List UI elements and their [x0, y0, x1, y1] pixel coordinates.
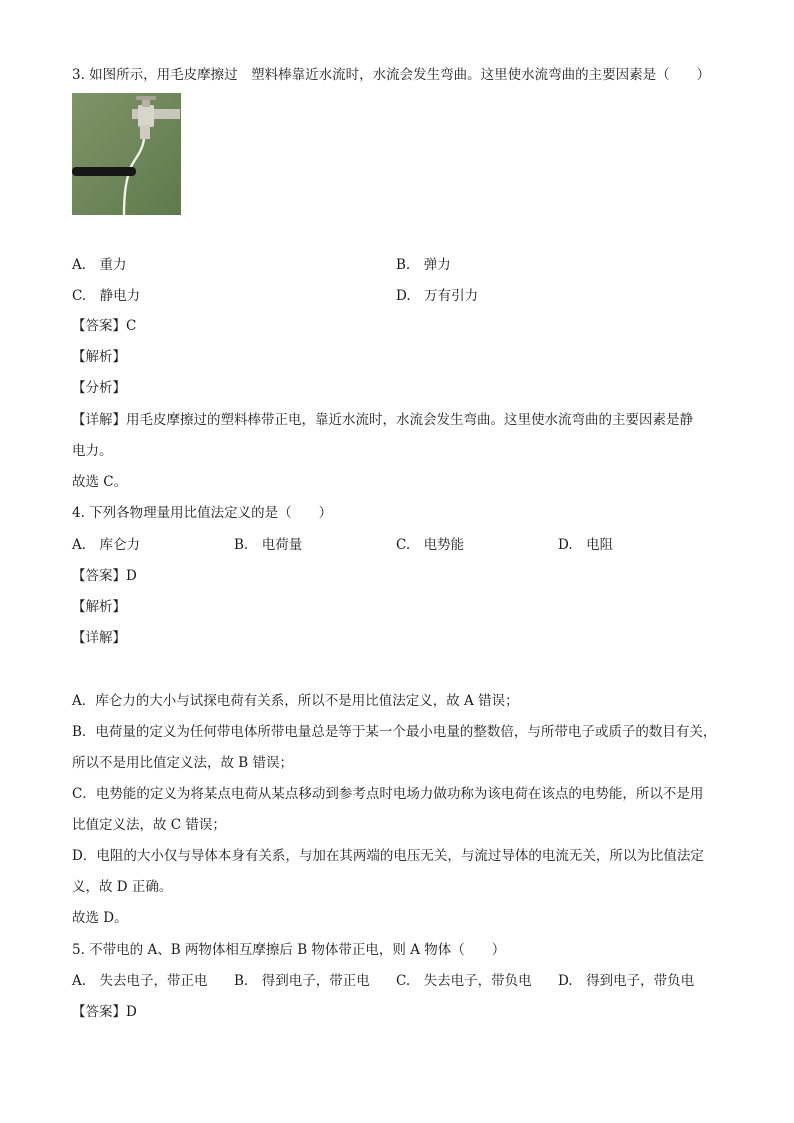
- q3-option-a: A. 重力: [72, 257, 127, 273]
- q4-detail-line: D．电阻的大小仅与导体本身有关系，与加在其两端的电压无关，与流过导体的电流无关，所以为比值法定: [72, 848, 704, 864]
- q4-detail-line: 所以不是用比值定义法，故 B 错误；: [72, 755, 294, 771]
- q4-option-c: C. 电势能: [396, 537, 465, 553]
- q4-option-b: B. 电荷量: [234, 537, 303, 553]
- q4-detail-line: C．电势能的定义为将某点电荷从某点移动到参考点时电场力做功称为该电荷在该点的电势能，所以不是用: [72, 786, 704, 802]
- q3-fenxi-tag: 【分析】: [72, 380, 126, 396]
- detail-text: 用毛皮摩擦过的塑料棒带正电，靠近水流时，水流会发生弯曲。这里使水流弯曲的主要因素是静: [126, 412, 693, 428]
- q3-detail-line-2: 电力。: [72, 443, 113, 459]
- q5-option-c: C. 失去电子，带负电: [396, 973, 532, 989]
- detail-tag: 【详解】: [72, 412, 126, 428]
- q4-conclusion: 故选 D。: [72, 910, 128, 926]
- q3-option-d: D. 万有引力: [396, 288, 479, 304]
- q4-analysis-tag: 【解析】: [72, 599, 126, 615]
- q4-option-a: A. 库仑力: [72, 537, 141, 553]
- q5-option-a: A. 失去电子，带正电: [72, 973, 208, 989]
- q5-answer: [72, 1002, 137, 1022]
- question-3-stem: 3. 如图所示，用毛皮摩擦过 塑料棒靠近水流时，水流会发生弯曲。这里使水流弯曲的主要因素是（ ）: [72, 67, 711, 83]
- answer-value: D: [126, 1004, 137, 1020]
- answer-value: C: [126, 318, 137, 334]
- answer-tag: 【答案】: [72, 1004, 126, 1020]
- q3-option-c: C. 静电力: [72, 288, 141, 304]
- q4-detail-line: 比值定义法，故 C 错误；: [72, 817, 226, 833]
- faucet-water-rod-image: [72, 93, 181, 215]
- q3-conclusion: 故选 C。: [72, 474, 128, 490]
- q4-option-d: D. 电阻: [558, 537, 614, 553]
- q3-detail-line-1: [72, 410, 693, 430]
- answer-tag: 【答案】: [72, 568, 126, 584]
- question-4-stem: 4. 下列各物理量用比值法定义的是（ ）: [72, 505, 333, 521]
- q4-detail-line: 义，故 D 正确。: [72, 879, 173, 895]
- q4-detail-tag: 【详解】: [72, 630, 126, 646]
- answer-value: D: [126, 568, 137, 584]
- q3-analysis-tag: 【解析】: [72, 349, 126, 365]
- q3-answer: [72, 316, 136, 336]
- question-5-stem: 5. 不带电的 A、B 两物体相互摩擦后 B 物体带正电，则 A 物体（ ）: [72, 942, 506, 958]
- q4-detail-line: A．库仑力的大小与试探电荷有关系，所以不是用比值法定义，故 A 错误；: [72, 693, 519, 709]
- q5-option-d: D. 得到电子，带负电: [558, 973, 695, 989]
- q3-option-b: B. 弹力: [396, 257, 451, 273]
- answer-tag: 【答案】: [72, 318, 126, 334]
- q5-option-b: B. 得到电子，带正电: [234, 973, 370, 989]
- faucet-photo: [72, 93, 181, 215]
- q4-detail-line: B．电荷量的定义为任何带电体所带电量总是等于某一个最小电量的整数倍，与所带电子或质子的数目有关，: [72, 724, 717, 740]
- q4-answer: [72, 566, 137, 586]
